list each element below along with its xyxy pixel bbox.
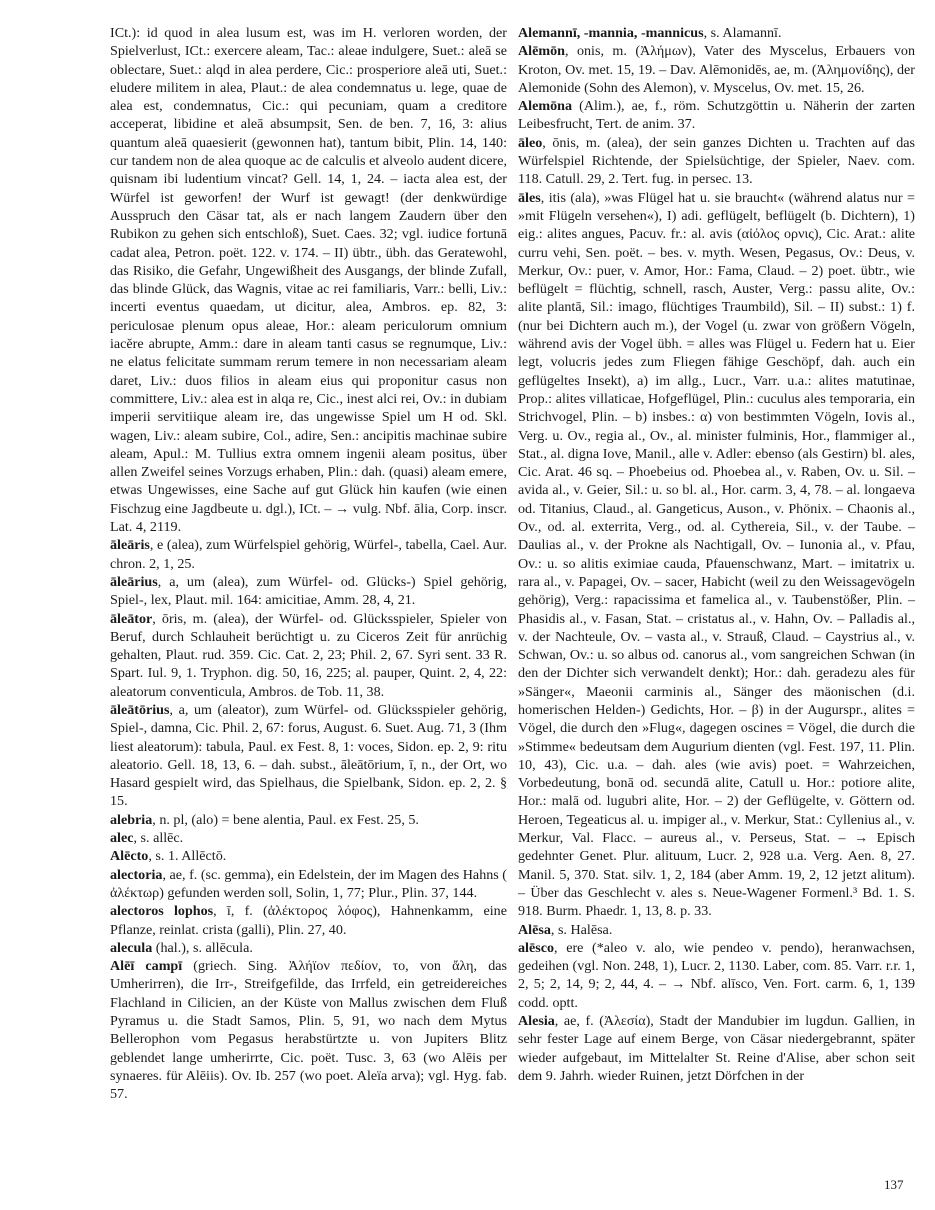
entry-text: (hal.), s. allēcula. — [152, 939, 253, 956]
dictionary-entry — [518, 42, 915, 97]
entry-headword: Alesia — [518, 1013, 555, 1030]
entry-text: , s. allēc. — [133, 830, 184, 847]
entry-text: (griech. Sing. Ἀλήϊον πεδίον, το, von ἄλη, das Umherirren), die Irr-, Streifgefilde, das Irrfeld, ein getreidereiches Flachland in Cilicien, an der Küste von Mallus zwischen dem Fluß Pyramus u. die Stadt Samos, Plin. 5, 91, wo nach dem Mytus Bellerophon vom Pegasus herabstürtzte u. von Jupiters Blitz geblendet lange umherirrte, Cic. poët. Tusc. 3, 63 (wo Alēis per synaeres. für Alēiis). Ov. Ib. 257 (wo poet. Aleïa arva); vgl. Hyg. fab. 57. — [110, 958, 507, 1103]
entry-text: , a, um (alea), zum Würfel- od. Glücks-) Spiel gehörig, Spiel-, lex, Plaut. mil. 164: amicitiae, Amm. 28, 4, 21. — [110, 573, 507, 609]
dictionary-entry — [518, 97, 915, 134]
entry-text: ICt.): id quod in alea lusum est, was im H. verloren worden, der Spielverlust, ICt.: exercere aleam, Tac.: aleae indulgere, Suet.: aleā se oblectare, Suet.: alqd in alea perdere, Cic.: prosperiore aleā uti, Suet.: eludere militem in alea, Plaut.: de alea condemnatus u. lege, quae de alea est, condemnatus, Cic.: qui pecuniam, quam a creditore acceperat, libidine et aleā absumpsit, Sen. de ben. 7, 16, 3: alius quantum aleā quaesierit (gewonnen hat), tantum bibit, Plin. 14, 140: cur tandem non de alea quoque ac de calculis et alveolo audent dicere, quisnam ibi ludentium vincat? Gell. 14, 1, 24. – iacta alea est, der Würfel ist geworfen! der Wurf ist gewagt! (der denkwürdige Ausspruch den Cäsar tat, als er nach langem Zaudern über den Rubikon zu gehen sich entschloß), Suet. Caes. 32; vgl. iudice fortunā cadat alea, Petron. poët. 122. v. 174. – II) übtr., übh. das Geratewohl, das Risiko, die Gefahr, Ungewißheit des Ausgangs, der blinde Zufall, das blinde Glück, das Wagnis, vitae ac rei familiaris, Varr.: belli, Liv.: incerti eventus quaedam, ut dicitur, alea, Ambros. ep. 82, 3: periculosae plenum opus aleae, Hor.: aleam periculorum omnium iacĕre abrupte, Amm.: dare in aleam tanti casus se regnumque, Liv.: ne elatus felicitate summam rerum temere in non necessariam aleam daret, Liv.: duos filios in aleam eius qui proponitur casus non committere, Liv.: alea est in alqa re, Cic., inest alci rei, Ov.: in dubiam imperii servitiique aleam ire, das ungewisse Spiel um H od. Skl. wagen, Liv.: aleam subire, Col., adire, Sen.: ancipitis machinae subire aleam, Apul.: M. Tullius extra omnem ingenii aleam positus, über allen Zweifel seines Vorzugs erhaben, Plin.: dah. (quasi) aleam emere, etwas Ungewisses, eine Sache auf gut Glück hin kaufen (wie einen Fischzug eine Jagdbeute u. dgl.), ICt. – → vulg. Nbf. ālia, Corp. inscr. Lat. 4, 2119. — [110, 25, 507, 536]
entry-headword: āleo — [518, 134, 543, 151]
entry-text: , a, um (aleator), zum Würfel- od. Glücksspieler gehörig, Spiel-, damna, Cic. Phil. 2, 67: forus, August. 6. Suet. Aug. 71, 3 (Ihm liest aleatorum): tabula, Paul. ex Fest. 8, 1: voces, Sidon. ep. 2, 9: ritu aleatorio. Gell. 18, 13, 6. – dah. subst., āleātōrium, ī, n., der Ort, wo Hasard gespielt wird, das Spielhaus, die Spielbank, Sidon. ep. 2, 2. § 15. — [110, 701, 507, 810]
dictionary-entry — [518, 1012, 915, 1085]
dictionary-entry — [518, 921, 915, 939]
dictionary-entry — [110, 610, 507, 701]
dictionary-entry — [110, 902, 507, 939]
left-column — [110, 24, 507, 1104]
entry-headword: āleātor — [110, 610, 153, 627]
entry-text: , ae, f. (sc. gemma), ein Edelstein, der im Magen des Hahns ( ἀλέκτωρ) gefunden werden soll, Solin, 1, 77; Plur., Plin. 37, 144. — [110, 866, 507, 901]
dictionary-entry — [110, 573, 507, 610]
entry-headword: alectoria — [110, 866, 163, 883]
dictionary-entry — [518, 134, 915, 189]
entry-headword: alectoros lophos — [110, 903, 214, 920]
entry-headword: Alēcto — [110, 848, 149, 865]
entry-headword: āleāris — [110, 537, 150, 554]
entry-text: , e (alea), zum Würfelspiel gehörig, Würfel-, tabella, Cael. Aur. chron. 2, 1, 25. — [110, 537, 507, 572]
dictionary-entry — [110, 866, 507, 903]
entry-headword: alecula — [110, 939, 153, 956]
entry-text: , ōris, m. (alea), der Würfel- od. Glücksspieler, Spieler von Beruf, durch Schlauheit berüchtigt u. zu Ciceros Zeit für anrüchig gehalten, Plaut. rud. 359. Cic. Cat. 2, 23; Phil. 2, 67. Syri sent. 33 R. Spart. Iul. 9, 1. Tryphon. dig. 50, 16, 225; al. pauper, Quint. 2, 4, 22: aleatorum conventicula, Ambros. de Tob. 11, 38. — [110, 610, 507, 700]
entry-headword: Alēī campī — [110, 958, 183, 975]
entry-text: , ōnis, m. (alea), der sein ganzes Dichten u. Trachten auf das Würfelspiel Richtende, der Spielsüchtige, der Spieler, Naev. com. 118. Catull. 29, 2. Tert. fug. in persec. 13. — [518, 134, 915, 188]
dictionary-entry — [110, 701, 507, 811]
entry-headword: Alemannī, -mannia, -mannicus — [518, 25, 704, 41]
entry-headword: āleārius — [110, 573, 158, 590]
entry-text: , s. Halēsa. — [550, 921, 613, 938]
entry-text: , onis, m. (Ἀλήμων), Vater des Myscelus, Erbauers von Kroton, Ov. met. 15, 19. – Dav. Alēmonidēs, ae, m. (Ἀλημονίδης), der Alemonide (Sohn des Alemon), v. Myscelus, Ov. met. 15, 26. — [518, 43, 915, 96]
entry-headword: Alēmōn — [518, 43, 565, 60]
entry-headword: Alemōna — [518, 98, 573, 115]
dictionary-entry — [518, 24, 915, 42]
entry-text: , n. pl, (alo) = bene alentia, Paul. ex Fest. 25, 5. — [152, 811, 419, 828]
entry-headword: āleātōrius — [110, 701, 170, 718]
entry-text: , ere (*aleo v. alo, wie pendeo v. pendo), heranwachsen, gedeihen (vgl. Non. 248, 1), Lucr. 2, 1130. Laber, com. 85. Varr. r.r. 1, 2, 5; 2, 14, 9; 2, 44, 4. – → Nbf. alīsco, Ven. Fort. carm. 6, 1, 139 codd. optt. — [518, 939, 915, 1011]
entry-text: , itis (ala), »was Flügel hat u. sie braucht« (während alatus nur = »mit Flügeln versehen«), I) adi. geflügelt, beflügelt (b. Dichtern), 1) eig.: alites angues, Pacuv. fr.: al. avis (αἰόλος ορνις), Cic. Arat.: alite curru vehi, Sen. poët. – bes. v. myth. Wesen, Pegasus, Ov.: Deus, v. Merkur, Ov.: puer, v. Amor, Hor.: Fama, Claud. – 2) poet. übtr., wie beflügelt = flüchtig, schnell, rasch, Auster, Verg.: passu alite, Ov.: alite plantā, Sil.: imago, flüchtiges Traumbild), Sil. – II) subst.: 1) f. (nur bei Dichtern auch m.), der Vogel (u. zwar von größern Vögeln, während avis der Vogel übh. = alles was Flügel u. Federn hat u. Eier legt, volucris jedes zum Fliegen fähige Geschöpf, dah. auch ein geflügeltes Insekt), a) im allg., Lucr., Varr. u.a.: alites matutinae, Prop.: alites villaticae, Hofgeflügel, Plin.: cuculus ales temporaria, ein Strichvogel, Plin. – b) insbes.: α) von bestimmten Vögeln, Iovis al., Verg. u. Ov., regia al., Ov., al. minister fulminis, Hor., flammiger al., Stat., al. digna Iove, Manil., alle v. Adler: ebenso (als Gestirn) bl. ales, Cic. Arat. 46 sq. – Phoebeius od. Phoebea al., v. Raben, Ov. u. Sil. – avida al., v. Geier, Sil.: u. so bl. al., Hor. carm. 3, 4, 78. – al. longaeva od. Titanius, Claud., al. Gangeticus, Auson., v. Phönix. – Chaonis al., Ov., od. al. exterrita, Verg., od. al. Cythereia, Sil., v. der Taube. – Daulias al., v. der Prokne als Nachtigall, Ov. – Iunonia al., v. Pfau, Ov.: u. so alitis eximiae cauda, Pfauenschwanz, Mart. – imitatrix u. rara al., v. Papagei, Ov. – sacer, Habicht (weil zu den Weissagevögeln gehörig), Verg.: rapacissima et famelica al., v. Taubenstößer, Plin. – Phasidis al., v. Fasan, Stat. – cristatus al., v. Hahn, Ov. – Palladis al., v. der Nachteule, Ov. – vasta al., v. Strauß, Claud. – Caystrius al., v. Schwan, Ov.: u. so albus od. canorus al., vom sangreichen Schwan (in den der Dichter sich verwandelt denkt); Hor.: dah. geradezu ales für »Sänger«, Maeonii carminis al., Sänger des mäonischen (d.i. homerischen Helden-) Gedichts, Hor. – β) in der Augurspr., alites = Vögel, die durch den »Flug«, dagegen oscines = Vögel, die durch die »Stimme« bedeutsam dem Augurium dienten (vgl. Fest. 197, 11. Plin. 10, 43), Cic. u.a. – dah. ales (wie avis) poet. = Wahrzeichen, Vorbedeutung, bonā od. secundā alite, Catull u. Hor.: potiore alite, Hor.: malā od. lugubri alite, Hor. – 2) der Geflügelte, v. Göttern od. Heroen, Tegeaticus al. u. impiger al., v. Merkur, Stat.: Cyllenius al., v. Merkur, Val. Flacc. – aureus al., v. Perseus, Stat. – → Episch gedehnter Genet. Plur. alituum, Lucr. 2, 928 u.a. Verg. Aen. 8, 27. Manil. 5, 370. Stat. silv. 1, 2, 184 (aber Amm. 19, 2, 12 jetzt alitum). – Über das Geschlecht v. ales s. Neue-Wagener Formenl.³ Bd. 1. S. 918. Burm. Phaedr. 1, 13, 8. p. 33. — [518, 189, 915, 920]
entry-text: , ī, f. (ἀλέκτορος λόφος), Hahnenkamm, eine Pflanze, reinlat. crista (galli), Plin. 27, 40. — [110, 903, 507, 938]
entry-text: , ae, f. (Ἀλεσία), Stadt der Mandubier im lugdun. Gallien, in sehr fester Lage auf einem Berge, von Cäsar niedergebrannt, später wieder aufgebaut, im Mittelalter St. Reine d'Alise, aber schon seit dem 9. Jahrh. wieder Ruinen, jetzt Dörfchen in der — [518, 1013, 915, 1084]
dictionary-entry — [110, 829, 507, 847]
entry-text: , s. 1. Allēctō. — [148, 848, 227, 865]
right-column — [518, 24, 915, 1085]
dictionary-entry — [518, 189, 915, 921]
entry-text: (Alim.), ae, f., röm. Schutzgöttin u. Näherin der zarten Leibesfrucht, Tert. de anim. 37. — [518, 98, 915, 133]
entry-headword: alebria — [110, 811, 153, 828]
entry-headword: alec — [110, 830, 134, 847]
dictionary-entry — [110, 847, 507, 865]
dictionary-entry — [110, 536, 507, 573]
dictionary-entry — [110, 957, 507, 1103]
entry-text: , s. Alamannī. — [703, 25, 782, 41]
entry-headword: āles — [518, 189, 541, 206]
dictionary-entry — [110, 811, 507, 829]
page-number: 137 — [884, 1177, 904, 1192]
dictionary-entry — [110, 939, 507, 957]
dictionary-entry — [110, 24, 507, 536]
entry-headword: Alēsa — [518, 921, 551, 938]
entry-headword: alēsco — [518, 939, 555, 956]
dictionary-entry — [518, 939, 915, 1012]
